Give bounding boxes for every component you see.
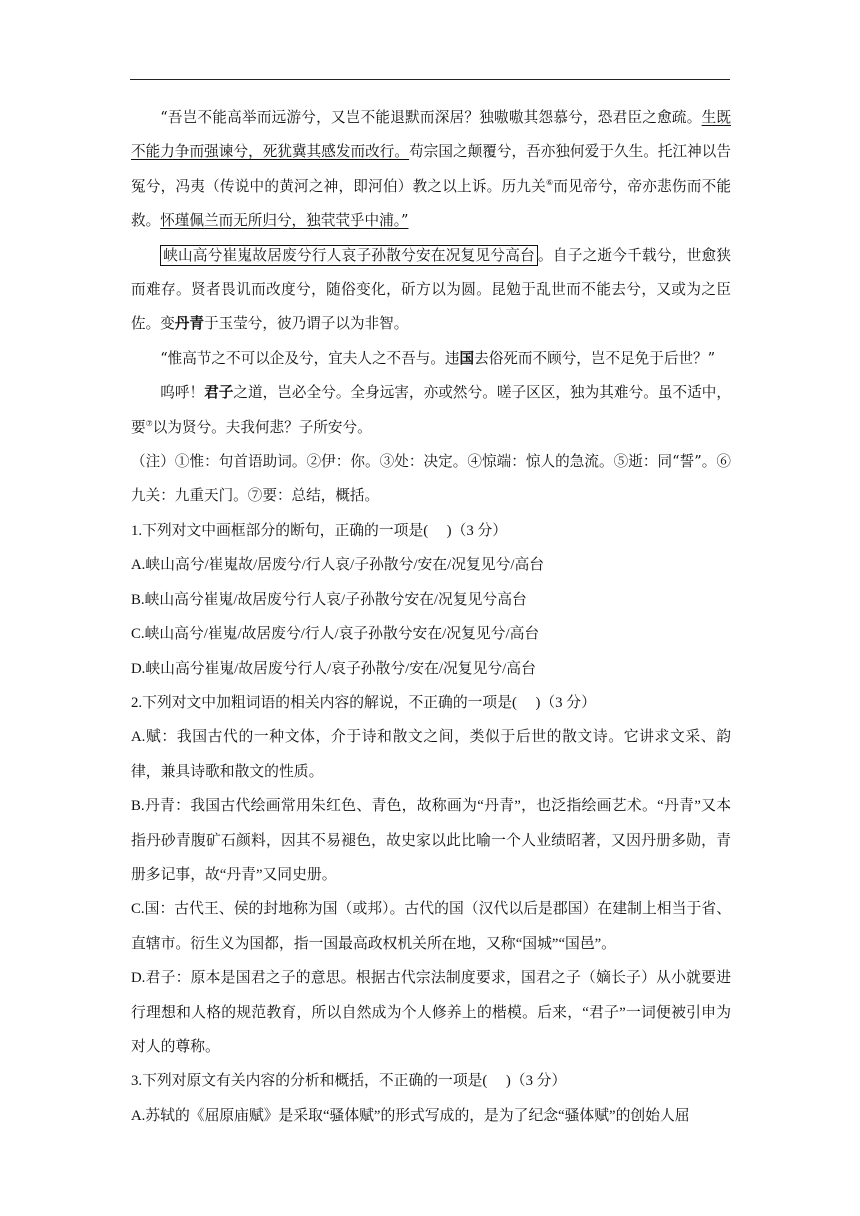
question-2-option-a: A.赋：我国古代的一种文体，介于诗和散文之间，类似于后世的散文诗。它讲求文采、韵律，兼具诗歌和散文的性质。 [131,729,731,780]
footnote-marker: ⑥ [545,177,554,187]
question-1-option-c: C.峡山高兮/崔嵬/故居废兮/行人/哀子孙散兮安在/况复见兮/高台 [131,626,540,643]
question-2-option-d: D.君子：原本是国君之子的意思。根据古代宗法制度要求，国君之子（嫡长子）从小就要进行理想和人格的规范教育，所以自然成为个人修养上的楷模。后来，“君子”一词便被引申为对人的尊称。 [131,970,731,1055]
passage-text: 而见帝兮，帝亦悲伤而不能救。 [131,177,731,230]
passage-text: 之道，岂必全兮。全身远害，亦或然兮。嗟子区区，独为其难兮。虽不适中，要 [131,384,731,436]
question-1-option-a: A.峡山高兮/崔嵬故/居废兮/行人哀/子孙散兮/安在/况复见兮/高台 [131,557,545,574]
underlined-sentence: 生既不能力争而强谏兮，死犹冀其感发而改行。 [131,109,731,161]
document-page [131,101,731,1133]
passage-text: 呜呼！ [160,384,205,402]
question-1-stem: 1.下列对文中画框部分的断句，正确的一项是( )（3 分） [131,522,508,539]
passage-text: 以为贤兮。夫我何悲？子所安兮。 [152,418,372,436]
passage-text: 苟宗国之颠覆兮，吾亦独何爱于久生。托江神以告冤兮，冯夷（传说中的黄河之神，即河伯）教之以上诉。历九关 [131,143,731,195]
passage-text: 去俗死而不顾兮，岂不足免于后世？” [474,349,716,367]
bold-term: 君子 [204,384,234,402]
question-1-option-b: B.峡山高兮崔嵬/故居废兮行人哀/子孙散兮安在/况复见兮高台 [131,591,527,608]
question-2-option-b: B.丹青：我国古代绘画常用朱红色、青色，故称画为“丹青”，也泛指绘画艺术。“丹青”又本指丹砂青腹矿石颜料，因其不易褪色，故史家以此比喻一个人业绩昭著，又因丹册多勋，青册多记事，故“丹青”又同史册。 [131,798,731,883]
annotation-note: （注）①惟：句首语助词。②伊：你。③处：决定。④惊端：惊人的急流。⑤逝：同“誓”。⑥九关：九重天门。⑦要：总结，概括。 [131,453,731,505]
question-3-option-a: A.苏轼的《屈原庙赋》是采取“骚体赋”的形式写成的，是为了纪念“骚体赋”的创始人屈 [131,1107,690,1124]
passage-text: 。自子之逝今千载兮，世愈狭而难存。贤者畏讥而改度兮，随俗变化，斫方以为圆。昆勉于乱世而不能去兮，又或为之臣佐。变 [131,246,731,333]
question-3-stem: 3.下列对原文有关内容的分析和概括，不正确的一项是( )（3 分） [131,1073,567,1090]
passage-paragraph-4 [131,376,731,445]
boxed-text: 峡山高兮崔嵬故居废兮行人哀子孙散兮安在况复见兮高台 [160,245,538,266]
passage-paragraph-2 [131,239,731,342]
passage-text: “惟高节之不可以企及兮，宜夫人之不吾与。违 [160,349,460,367]
underlined-sentence: 怀瑾佩兰而无所归兮，独茕茕乎中浦。” [160,212,409,230]
footnote-marker: ⑦ [145,418,153,428]
passage-text: 于玉莹兮，彼乃谓子以为非智。 [204,315,409,333]
passage-paragraph-3 [131,342,731,376]
question-2-stem: 2.下列对文中加粗词语的相关内容的解说，不正确的一项是( )（3 分） [131,694,596,711]
header-rule [130,79,730,80]
bold-term: 丹青 [174,315,204,333]
bold-term: 国 [459,349,475,367]
question-2-option-c: C.国：古代王、侯的封地称为国（或邦）。古代的国（汉代以后是郡国）在建制上相当于省、直辖市。衍生义为国都，指一国最高政权机关所在地，又称“国城”“国邑”。 [131,901,731,952]
question-1-option-d: D.峡山高兮崔嵬/故居废兮行人/哀子孙散兮/安在/况复见兮/高台 [131,660,536,677]
passage-paragraph-1 [131,101,731,239]
passage-text: “吾岂不能高举而远游兮，又岂不能退默而深居？独嗷嗷其怨慕兮，恐君臣之愈疏。 [160,109,702,126]
